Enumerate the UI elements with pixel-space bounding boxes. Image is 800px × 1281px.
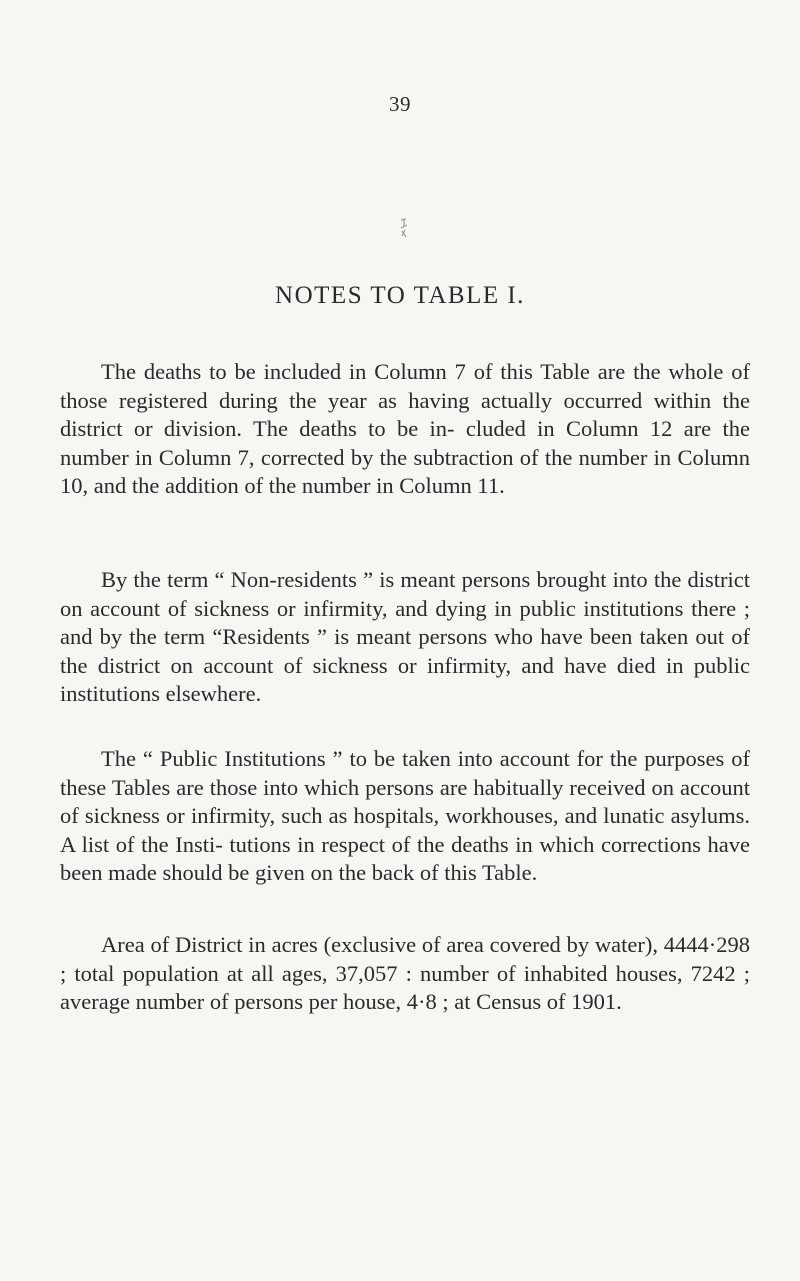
paragraph-district-statistics: Area of District in acres (exclusive of area covered by water), 4444·298 ; total population at all ages, 37,057 : number of inhabited houses, 7242 ; average number of persons per house, 4·8 ; at Census of 1901. [60, 932, 750, 1014]
page-title: NOTES TO TABLE I. [275, 282, 525, 309]
page-number: 39 [389, 92, 411, 116]
paragraph-public-institutions: The “ Public Institutions ” to be taken into account for the purposes of these Tables are those into which persons are habitually received on account of sickness or infirmity, such as hospitals, workhouses, and lunatic asylums. A list of the Insti- tutions in respect of the deaths in which corrections have been made should be given on the back of this Table. [60, 746, 750, 885]
ink-smudge-mark [399, 216, 409, 238]
paragraph-residents-definition: By the term “ Non-residents ” is meant persons brought into the district on account of sickness or infirmity, and dying in public institutions there ; and by the term “Residents ” is meant persons who have been taken out of the district on account of sickness or infirmity, and have died in public institutions elsewhere. [60, 567, 750, 706]
paragraph-column-deaths: The deaths to be included in Column 7 of this Table are the whole of those registered during the year as having actually occurred within the district or division. The deaths to be in- cluded in Column 12 are the number in Column 7, corrected by the subtraction of the number in Column 10, and the addition of the number in Column 11. [60, 359, 750, 498]
